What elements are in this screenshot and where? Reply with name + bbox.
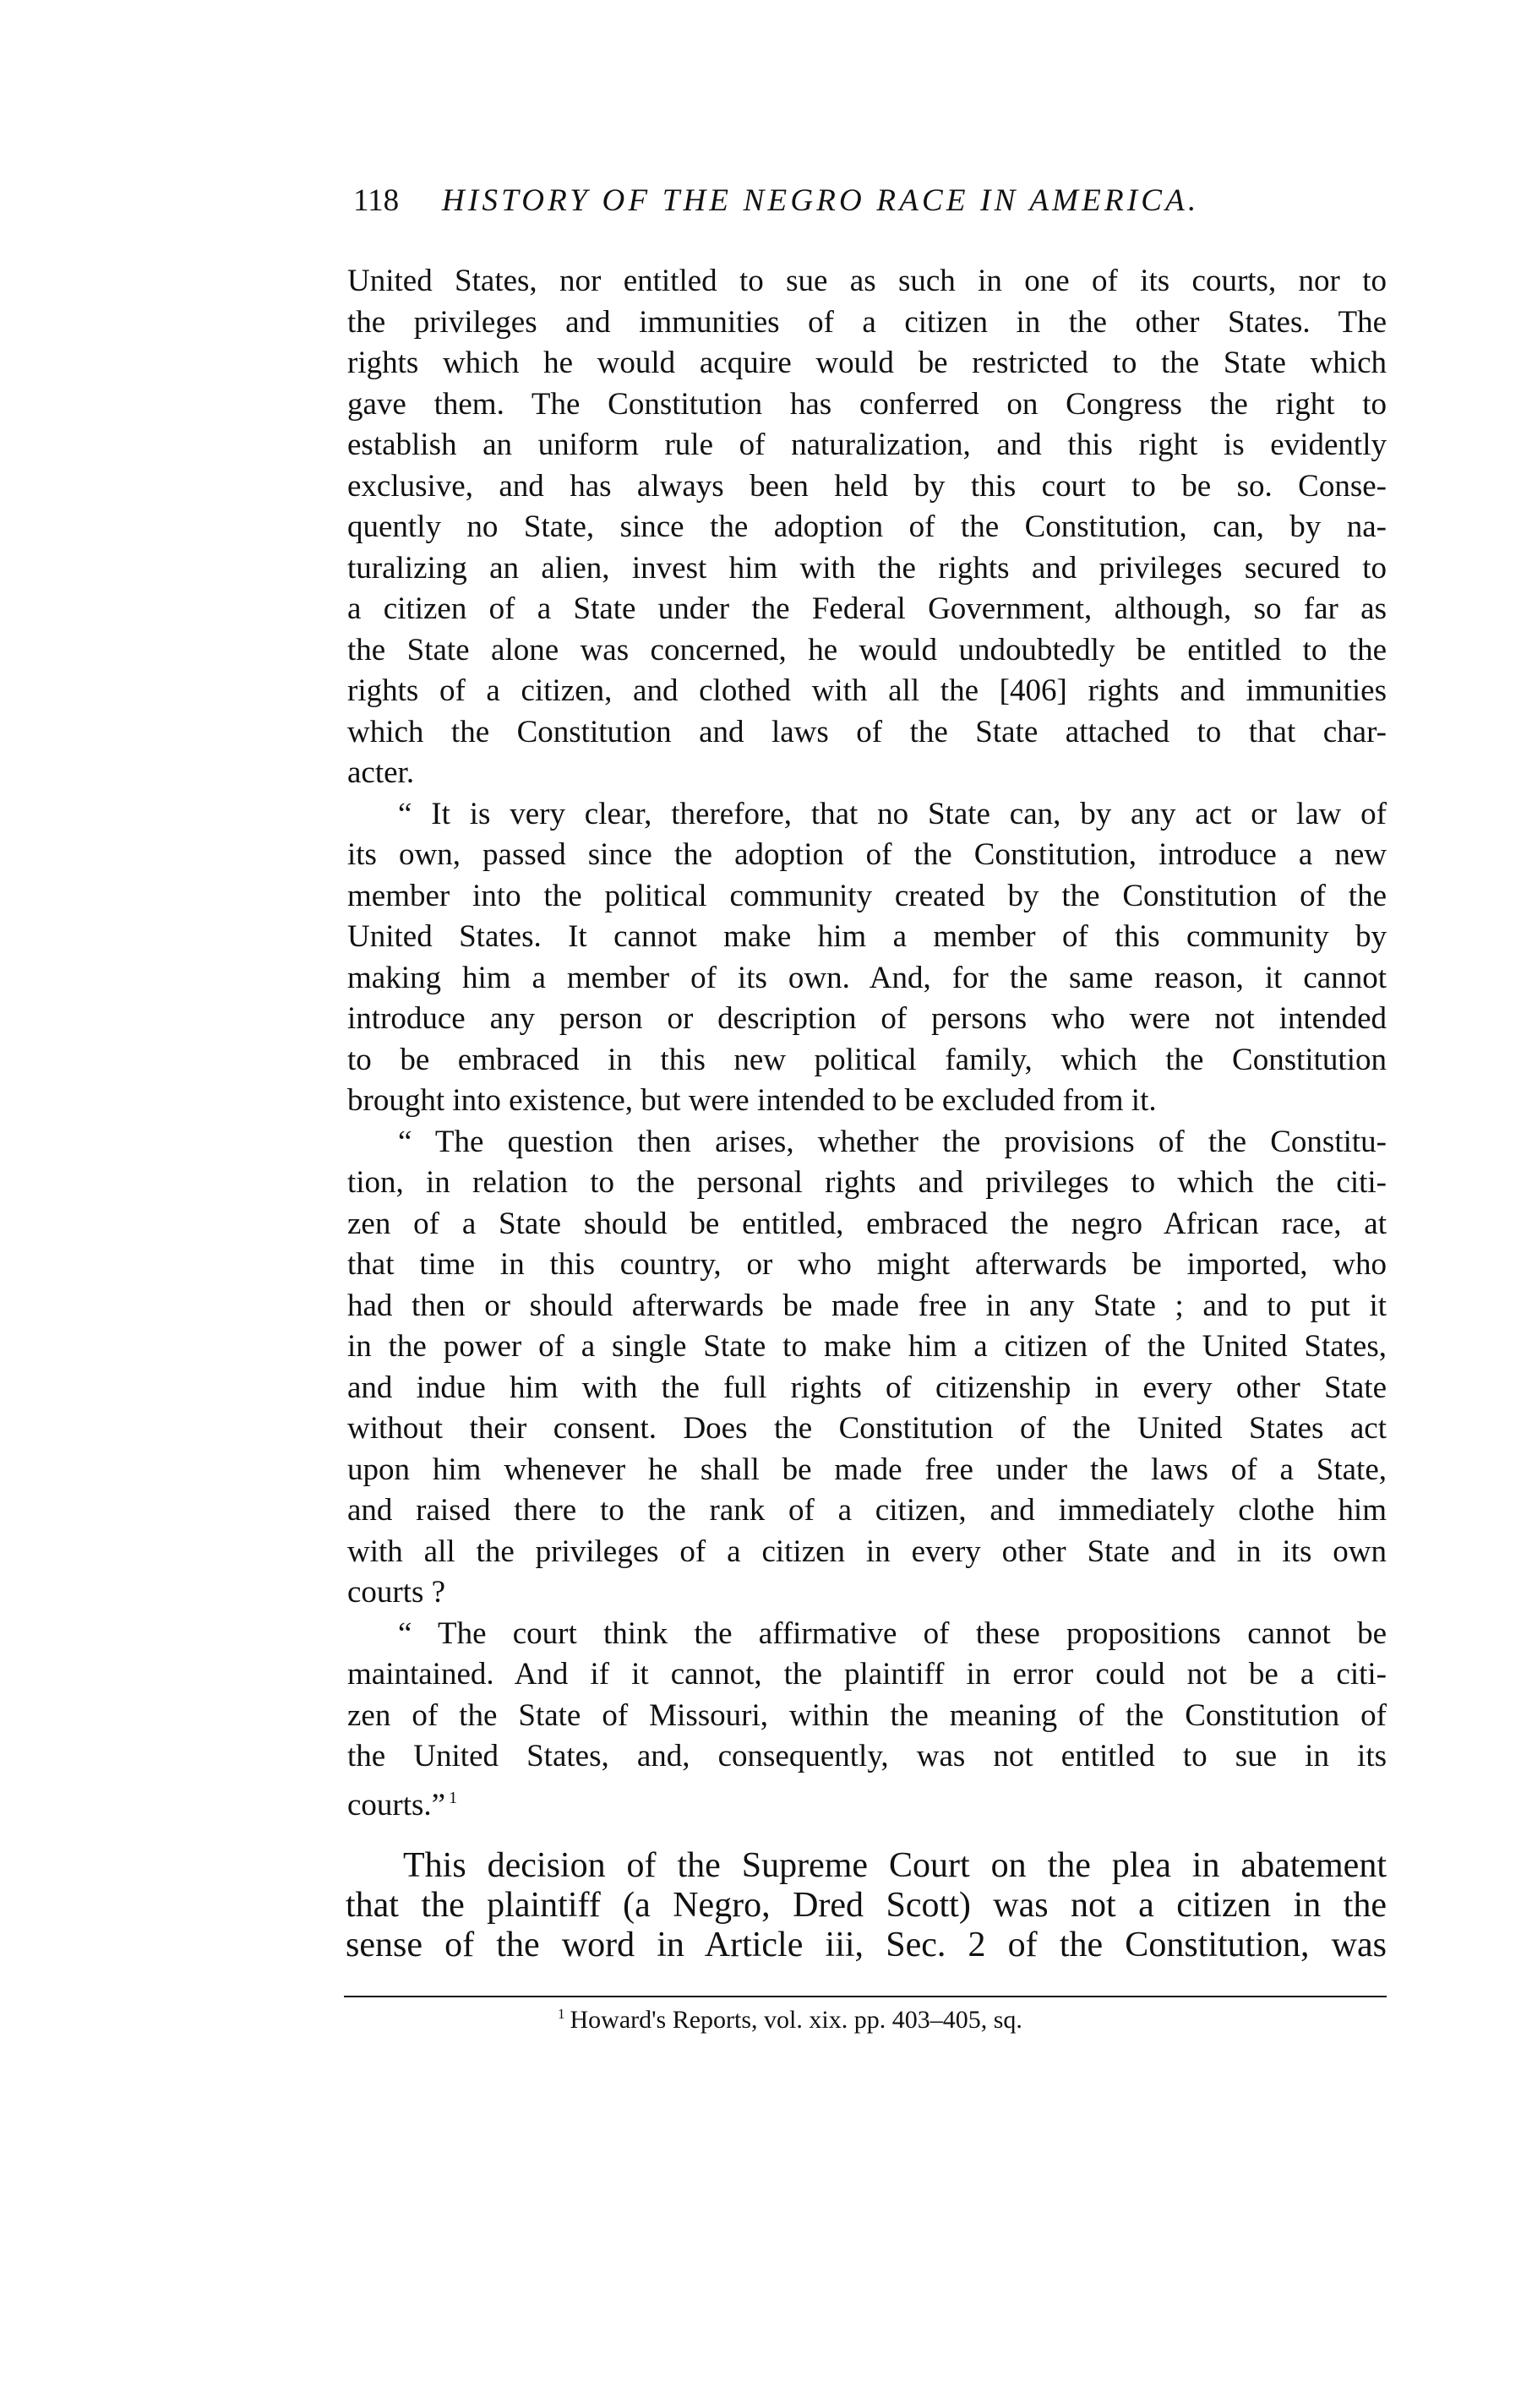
text-line: the privileges and immunities of a citizen in the other States. The	[347, 304, 1387, 340]
text-line: upon him whenever he shall be made free under the laws of a State,	[347, 1452, 1387, 1487]
text-line: “ It is very clear, therefore, that no State can, by any act or law of	[398, 796, 1387, 831]
text-line: that time in this country, or who might afterwards be imported, who	[347, 1247, 1387, 1282]
footnote-rule	[344, 1996, 1387, 1997]
text-line: the State alone was concerned, he would undoubtedly be entitled to the	[347, 632, 1387, 667]
text-line: establish an uniform rule of naturalization, and this right is evidently	[347, 428, 1387, 462]
text-line: turalizing an alien, invest him with the rights and privileges secured to	[347, 550, 1387, 586]
text-line: rights of a citizen, and clothed with all the [406] rights and immunities	[347, 673, 1387, 708]
text-line: maintained. And if it cannot, the plaintiff in error could not be a citi-	[347, 1657, 1387, 1692]
running-head	[353, 181, 1342, 221]
text-line: had then or should afterwards be made free in any State ; and to put it	[347, 1288, 1387, 1323]
text-line: “ The question then arises, whether the provisions of the Constitu-	[398, 1124, 1387, 1159]
text-line: sense of the word in Article iii, Sec. 2 of the Constitution, was	[346, 1926, 1387, 1964]
text-line: courts ?	[347, 1575, 446, 1610]
text-line: gave them. The Constitution has conferred on Congress the right to	[347, 386, 1387, 422]
text-line-with-footnote	[347, 1778, 1387, 1822]
book-title: HISTORY OF THE NEGRO RACE IN AMERICA.	[442, 183, 1200, 218]
text-line: exclusive, and has always been held by this court to be so. Conse-	[347, 468, 1387, 504]
text-line: and indue him with the full rights of citizenship in every other State	[347, 1370, 1387, 1405]
text-line: This decision of the Supreme Court on the plea in abatement	[403, 1846, 1387, 1885]
body-paragraph	[346, 1846, 1387, 1965]
quote-paragraph-4	[347, 1614, 1387, 1822]
text-line: rights which he would acquire would be restricted to the State which	[347, 346, 1387, 380]
text-line: zen of a State should be entitled, embraced the negro African race, at	[347, 1206, 1387, 1241]
text-line: “ The court think the affirmative of these propositions cannot be	[398, 1615, 1387, 1651]
quote-paragraph-1	[347, 261, 1387, 794]
text-line: quently no State, since the adoption of the Constitution, can, by na-	[347, 509, 1387, 544]
text-line: brought into existence, but were intended to be excluded from it.	[347, 1083, 1157, 1118]
text-line: making him a member of its own. And, for the same reason, it cannot	[347, 960, 1387, 995]
page-number: 118	[353, 183, 400, 218]
text-line: tion, in relation to the personal rights and privileges to which the citi-	[347, 1165, 1387, 1200]
footnote-marker: 1	[558, 2006, 565, 2022]
text-line: its own, passed since the adoption of the Constitution, introduce a new	[347, 837, 1387, 872]
text-line: acter.	[347, 755, 415, 790]
text-line: zen of the State of Missouri, within the meaning of the Constitution of	[347, 1697, 1387, 1733]
quote-paragraph-3	[347, 1122, 1387, 1614]
text-line: introduce any person or description of persons who were not intended	[347, 1001, 1387, 1036]
text-line: member into the political community created by the Constitution of the	[347, 878, 1387, 913]
text-line: which the Constitution and laws of the State attached to that char-	[347, 714, 1387, 749]
text-line: United States, nor entitled to sue as such in one of its courts, nor to	[347, 264, 1387, 298]
footnote-text: Howard's Reports, vol. xix. pp. 403–405, sq.	[570, 2006, 1022, 2034]
text-line: the United States, and, consequently, was not entitled to sue in its	[347, 1739, 1387, 1773]
text-line: in the power of a single State to make him a citizen of the United States,	[347, 1329, 1387, 1364]
text-line: United States. It cannot make him a member of this community by	[347, 919, 1387, 954]
quoted-passage	[347, 261, 1387, 1822]
text-line: a citizen of a State under the Federal Government, although, so far as	[347, 591, 1387, 626]
footnote-reference[interactable]: 1	[449, 1788, 458, 1807]
quote-paragraph-2	[347, 794, 1387, 1122]
text-line: courts.”	[347, 1787, 446, 1822]
footnote	[558, 1999, 1200, 2035]
text-line: that the plaintiff (a Negro, Dred Scott) was not a citizen in the	[346, 1886, 1387, 1925]
text-line: and raised there to the rank of a citizen, and immediately clothe him	[347, 1493, 1387, 1528]
text-line: with all the privileges of a citizen in every other State and in its own	[347, 1534, 1387, 1569]
text-line: to be embraced in this new political family, which the Constitution	[347, 1042, 1387, 1077]
text-line: without their consent. Does the Constitution of the United States act	[347, 1411, 1387, 1446]
